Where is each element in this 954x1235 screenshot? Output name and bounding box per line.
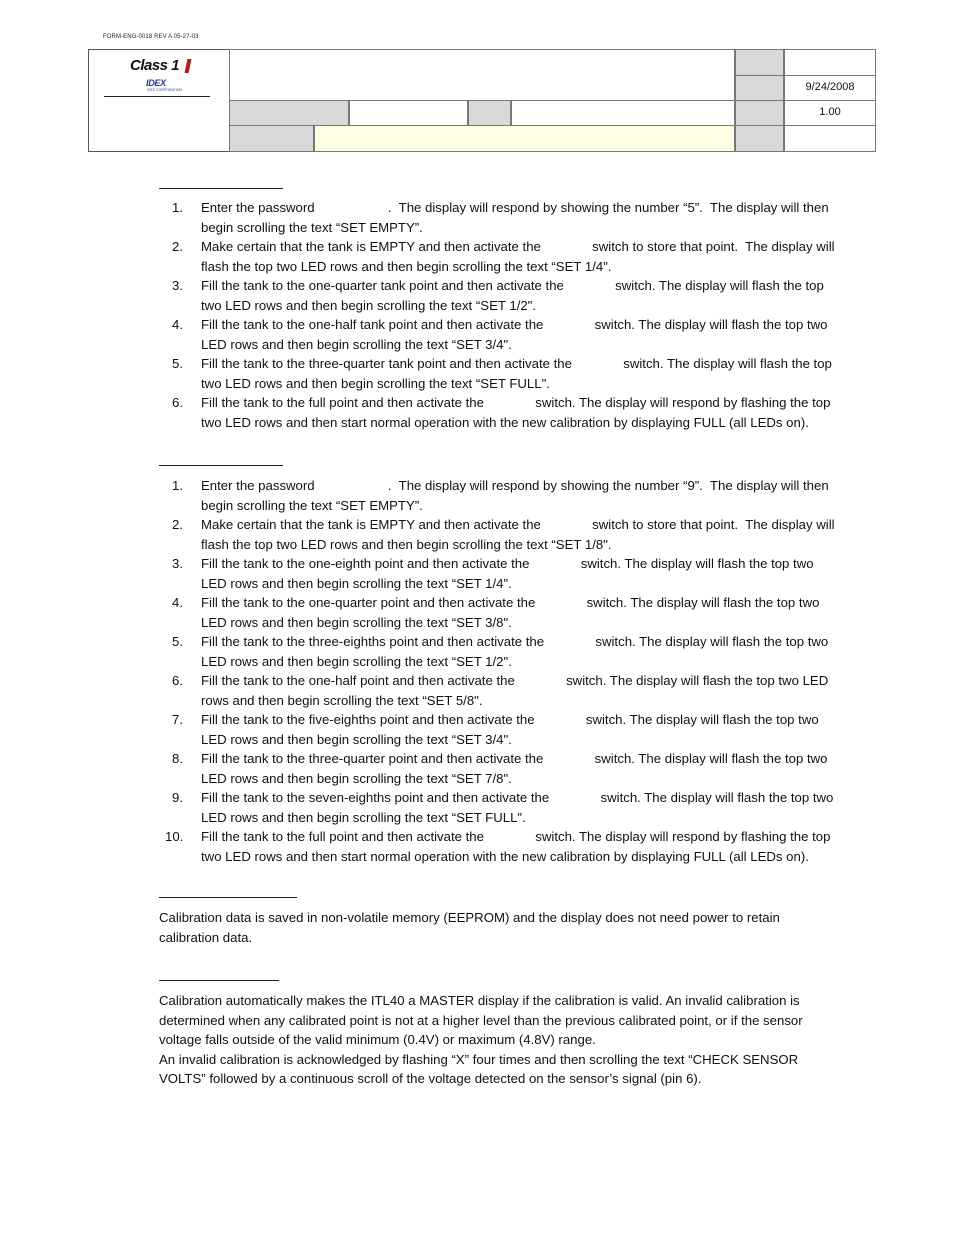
header-label-cell-4 — [229, 125, 314, 152]
header-title-cell — [229, 49, 735, 101]
logo-underline — [104, 96, 210, 97]
list-item: 5. Fill the tank to the three-eighths point and then activate the switch. The display will flash the top two LED rows and then begin scrolling the text “SET 1/2". — [172, 634, 829, 669]
list-item: 4. Fill the tank to the one-quarter point and then activate the switch. The display will flash the top two LED rows and then begin scrolling the text “SET 3/8". — [172, 595, 820, 630]
calibration-steps-8-point — [159, 476, 835, 866]
header-label-cell-2 — [229, 100, 349, 126]
header-label-cell-5 — [735, 125, 784, 152]
eeprom-note-paragraph: Calibration data is saved in non-volatile memory (EEPROM) and the display does not need power to retain calibration data. — [159, 910, 780, 945]
logo-class1-text: Class 1 — [130, 57, 180, 74]
logo-corp-text: IDEX CORPORATION — [147, 88, 182, 92]
calibration-validity-paragraph: Calibration automatically makes the ITL40 a MASTER display if the calibration is valid. An invalid calibration is determined when any calibrated point is not at a higher level than the previous calibrated point, or if the sensor voltage falls outside of the valid minimum (0.4V) or maximum (4.8V) range. An invalid calibration is acknowledged by flashing “X” four times and then scrolling the text “CHECK SENSOR VOLTS” followed by a continuous scroll of the voltage detected on the sensor’s signal (pin 6). — [159, 993, 803, 1086]
header-value-cell-2 — [349, 100, 468, 126]
list-item: 6. Fill the tank to the full point and then activate the switch. The display will respond by flashing the top two LED rows and then start normal operation with the new calibration by displaying FULL (all LEDs on). — [172, 395, 831, 430]
company-logo — [89, 50, 229, 151]
header-value-cell-5 — [784, 125, 876, 152]
header-highlight-cell — [314, 125, 735, 152]
header-date-value: 9/24/2008 — [784, 75, 876, 101]
list-item: 3. Fill the tank to the one-quarter tank point and then activate the switch. The display will flash the top two LED rows and then begin scrolling the text “SET 1/2". — [172, 278, 824, 313]
section-2-heading-rule — [159, 465, 283, 466]
document-header — [88, 49, 876, 152]
header-value-cell-3 — [511, 100, 735, 126]
list-item: 9. Fill the tank to the seven-eighths point and then activate the switch. The display will flash the top two LED rows and then begin scrolling the text “SET FULL". — [172, 790, 834, 825]
list-item: 5. Fill the tank to the three-quarter tank point and then activate the switch. The display will flash the top two LED rows and then begin scrolling the text “SET FULL". — [172, 356, 832, 391]
header-label-cell-1 — [735, 49, 784, 76]
form-code: FORM-ENG-0018 REV A 05-27-03 — [103, 34, 199, 40]
section-3-heading-rule — [159, 897, 297, 898]
list-item: 6. Fill the tank to the one-half point and then activate the switch. The display will flash the top two LED rows and then begin scrolling the text “SET 5/8". — [172, 673, 829, 708]
section-4-heading-rule — [159, 980, 279, 981]
header-label-cell-rev — [735, 100, 784, 126]
header-revision-value: 1.00 — [784, 100, 876, 126]
list-item: 2. Make certain that the tank is EMPTY and then activate the switch to store that point. The display will flash the top two LED rows and then begin scrolling the text “SET 1/4". — [172, 239, 835, 274]
list-item: 2. Make certain that the tank is EMPTY and then activate the switch to store that point. The display will flash the top two LED rows and then begin scrolling the text “SET 1/8". — [172, 517, 835, 552]
list-item: 4. Fill the tank to the one-half tank point and then activate the switch. The display will flash the top two LED rows and then begin scrolling the text “SET 3/4". — [172, 317, 828, 352]
list-item: 1. Enter the password . The display will respond by showing the number “5”. The display will then begin scrolling the text “SET EMPTY”. — [172, 200, 829, 235]
list-item: 10. Fill the tank to the full point and then activate the switch. The display will respond by flashing the top two LED rows and then start normal operation with the new calibration by displaying FULL (all LEDs on). — [165, 829, 831, 864]
header-label-cell-3 — [468, 100, 511, 126]
list-item: 1. Enter the password . The display will respond by showing the number “9”. The display will then begin scrolling the text “SET EMPTY”. — [172, 478, 829, 513]
logo-accent-bar — [185, 59, 192, 73]
header-label-cell-date — [735, 75, 784, 101]
list-item: 3. Fill the tank to the one-eighth point and then activate the switch. The display will flash the top two LED rows and then begin scrolling the text “SET 1/4". — [172, 556, 814, 591]
section-1-heading-rule — [159, 188, 283, 189]
list-item: 7. Fill the tank to the five-eighths point and then activate the switch. The display will flash the top two LED rows and then begin scrolling the text “SET 3/4". — [172, 712, 819, 747]
calibration-steps-4-point — [159, 198, 835, 432]
header-value-cell-1 — [784, 49, 876, 76]
list-item: 8. Fill the tank to the three-quarter point and then activate the switch. The display will flash the top two LED rows and then begin scrolling the text “SET 7/8". — [172, 751, 828, 786]
logo-idex-text: IDEX — [146, 78, 166, 88]
